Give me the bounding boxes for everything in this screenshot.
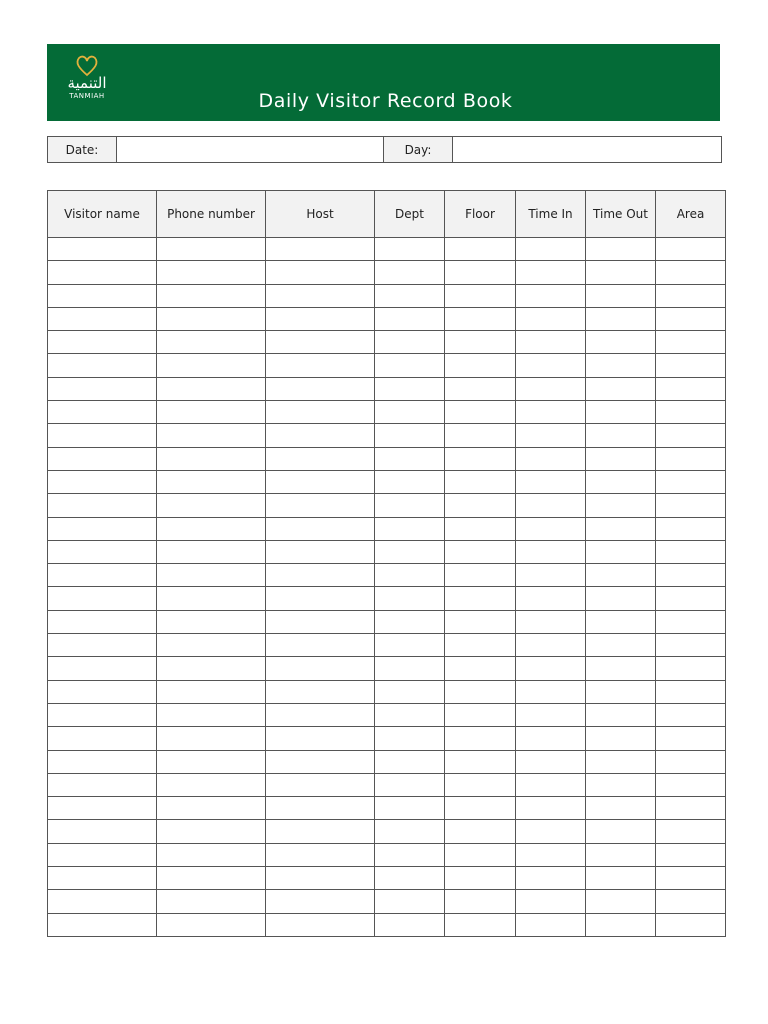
table-row bbox=[48, 447, 726, 470]
table-cell[interactable] bbox=[375, 634, 445, 657]
table-cell[interactable] bbox=[48, 657, 157, 680]
table-row bbox=[48, 610, 726, 633]
table-row bbox=[48, 401, 726, 424]
table-cell[interactable] bbox=[516, 843, 586, 866]
table-cell[interactable] bbox=[375, 307, 445, 330]
table-cell[interactable] bbox=[48, 820, 157, 843]
table-row bbox=[48, 867, 726, 890]
table-row bbox=[48, 843, 726, 866]
table-cell[interactable] bbox=[266, 843, 375, 866]
table-cell[interactable] bbox=[48, 913, 157, 936]
table-cell[interactable] bbox=[375, 284, 445, 307]
table-cell[interactable] bbox=[586, 307, 656, 330]
table-row bbox=[48, 727, 726, 750]
table-cell[interactable] bbox=[516, 284, 586, 307]
table-cell[interactable] bbox=[516, 587, 586, 610]
table-cell[interactable] bbox=[266, 564, 375, 587]
table-cell[interactable] bbox=[266, 331, 375, 354]
table-cell[interactable] bbox=[445, 284, 516, 307]
table-cell[interactable] bbox=[375, 238, 445, 261]
table-cell[interactable] bbox=[516, 797, 586, 820]
table-row bbox=[48, 517, 726, 540]
table-cell[interactable] bbox=[48, 284, 157, 307]
table-cell[interactable] bbox=[516, 331, 586, 354]
table-cell[interactable] bbox=[157, 331, 266, 354]
table-cell[interactable] bbox=[48, 261, 157, 284]
table-cell[interactable] bbox=[375, 843, 445, 866]
table-cell[interactable] bbox=[375, 424, 445, 447]
table-cell[interactable] bbox=[445, 773, 516, 796]
table-cell[interactable] bbox=[157, 261, 266, 284]
table-cell[interactable] bbox=[445, 470, 516, 493]
table-row bbox=[48, 354, 726, 377]
table-cell[interactable] bbox=[516, 680, 586, 703]
table-cell[interactable] bbox=[516, 610, 586, 633]
table-cell[interactable] bbox=[445, 680, 516, 703]
table-cell[interactable] bbox=[656, 238, 726, 261]
table-cell[interactable] bbox=[586, 750, 656, 773]
table-cell[interactable] bbox=[266, 447, 375, 470]
table-cell[interactable] bbox=[375, 773, 445, 796]
table-cell[interactable] bbox=[266, 657, 375, 680]
table-cell[interactable] bbox=[586, 727, 656, 750]
table-cell[interactable] bbox=[266, 610, 375, 633]
table-row bbox=[48, 424, 726, 447]
table-cell[interactable] bbox=[656, 634, 726, 657]
table-cell[interactable] bbox=[586, 913, 656, 936]
table-cell[interactable] bbox=[445, 820, 516, 843]
table-cell[interactable] bbox=[656, 564, 726, 587]
table-cell[interactable] bbox=[586, 587, 656, 610]
table-cell[interactable] bbox=[445, 447, 516, 470]
table-cell[interactable] bbox=[375, 564, 445, 587]
table-cell[interactable] bbox=[157, 703, 266, 726]
table-cell[interactable] bbox=[157, 680, 266, 703]
table-cell[interactable] bbox=[266, 773, 375, 796]
table-cell[interactable] bbox=[516, 377, 586, 400]
table-cell[interactable] bbox=[375, 587, 445, 610]
table-cell[interactable] bbox=[266, 401, 375, 424]
table-cell[interactable] bbox=[445, 517, 516, 540]
table-cell[interactable] bbox=[48, 634, 157, 657]
table-header-row bbox=[48, 191, 726, 238]
logo-text-arabic: التنمية bbox=[67, 74, 107, 92]
column-header-time-out: Time Out bbox=[586, 191, 656, 238]
table-row bbox=[48, 331, 726, 354]
visitor-log-table bbox=[47, 190, 726, 937]
table-cell[interactable] bbox=[586, 540, 656, 563]
table-cell[interactable] bbox=[157, 354, 266, 377]
table-row bbox=[48, 470, 726, 493]
table-cell[interactable] bbox=[375, 727, 445, 750]
table-cell[interactable] bbox=[516, 703, 586, 726]
table-cell[interactable] bbox=[48, 377, 157, 400]
column-header-time-in: Time In bbox=[516, 191, 586, 238]
table-cell[interactable] bbox=[656, 610, 726, 633]
day-label: Day: bbox=[384, 137, 453, 163]
logo-text-english: TANMIAH bbox=[69, 92, 105, 100]
table-cell[interactable] bbox=[656, 797, 726, 820]
table-cell[interactable] bbox=[445, 401, 516, 424]
table-cell[interactable] bbox=[445, 703, 516, 726]
table-cell[interactable] bbox=[656, 727, 726, 750]
table-cell[interactable] bbox=[48, 447, 157, 470]
table-cell[interactable] bbox=[656, 377, 726, 400]
table-cell[interactable] bbox=[375, 470, 445, 493]
table-cell[interactable] bbox=[375, 377, 445, 400]
table-cell[interactable] bbox=[516, 727, 586, 750]
table-cell[interactable] bbox=[516, 750, 586, 773]
table-cell[interactable] bbox=[516, 773, 586, 796]
table-cell[interactable] bbox=[656, 750, 726, 773]
table-cell[interactable] bbox=[516, 564, 586, 587]
table-cell[interactable] bbox=[266, 238, 375, 261]
table-cell[interactable] bbox=[157, 890, 266, 913]
table-body bbox=[48, 238, 726, 937]
table-cell[interactable] bbox=[48, 307, 157, 330]
table-cell[interactable] bbox=[266, 540, 375, 563]
table-cell[interactable] bbox=[586, 447, 656, 470]
date-label: Date: bbox=[48, 137, 117, 163]
table-cell[interactable] bbox=[445, 331, 516, 354]
table-cell[interactable] bbox=[266, 517, 375, 540]
table-cell[interactable] bbox=[266, 727, 375, 750]
table-cell[interactable] bbox=[375, 867, 445, 890]
table-cell[interactable] bbox=[656, 867, 726, 890]
table-cell[interactable] bbox=[157, 470, 266, 493]
table-cell[interactable] bbox=[157, 401, 266, 424]
table-row bbox=[48, 238, 726, 261]
table-cell[interactable] bbox=[157, 843, 266, 866]
table-cell[interactable] bbox=[656, 284, 726, 307]
table-row bbox=[48, 703, 726, 726]
table-row bbox=[48, 261, 726, 284]
table-cell[interactable] bbox=[445, 424, 516, 447]
table-cell[interactable] bbox=[656, 680, 726, 703]
table-cell[interactable] bbox=[586, 284, 656, 307]
table-cell[interactable] bbox=[516, 913, 586, 936]
table-row bbox=[48, 680, 726, 703]
table-cell[interactable] bbox=[48, 540, 157, 563]
table-cell[interactable] bbox=[586, 401, 656, 424]
table-cell[interactable] bbox=[157, 867, 266, 890]
column-header-area: Area bbox=[656, 191, 726, 238]
table-cell[interactable] bbox=[445, 727, 516, 750]
table-cell[interactable] bbox=[266, 354, 375, 377]
table-row bbox=[48, 564, 726, 587]
table-cell[interactable] bbox=[266, 890, 375, 913]
table-cell[interactable] bbox=[586, 377, 656, 400]
table-row bbox=[48, 494, 726, 517]
table-cell[interactable] bbox=[656, 890, 726, 913]
column-header-phone-number: Phone number bbox=[157, 191, 266, 238]
table-cell[interactable] bbox=[157, 564, 266, 587]
table-cell[interactable] bbox=[516, 447, 586, 470]
table-cell[interactable] bbox=[375, 890, 445, 913]
table-cell[interactable] bbox=[586, 657, 656, 680]
table-cell[interactable] bbox=[516, 634, 586, 657]
table-cell[interactable] bbox=[266, 377, 375, 400]
table-cell[interactable] bbox=[586, 517, 656, 540]
header-banner bbox=[47, 44, 720, 121]
table-cell[interactable] bbox=[445, 377, 516, 400]
table-cell[interactable] bbox=[48, 843, 157, 866]
table-cell[interactable] bbox=[445, 890, 516, 913]
table-cell[interactable] bbox=[48, 867, 157, 890]
table-cell[interactable] bbox=[266, 797, 375, 820]
table-cell[interactable] bbox=[266, 820, 375, 843]
table-cell[interactable] bbox=[375, 820, 445, 843]
table-cell[interactable] bbox=[157, 773, 266, 796]
table-cell[interactable] bbox=[656, 401, 726, 424]
table-cell[interactable] bbox=[516, 470, 586, 493]
table-cell[interactable] bbox=[266, 284, 375, 307]
table-cell[interactable] bbox=[48, 610, 157, 633]
table-cell[interactable] bbox=[48, 750, 157, 773]
table-cell[interactable] bbox=[656, 470, 726, 493]
table-cell[interactable] bbox=[586, 610, 656, 633]
table-cell[interactable] bbox=[48, 564, 157, 587]
table-cell[interactable] bbox=[445, 913, 516, 936]
table-cell[interactable] bbox=[656, 820, 726, 843]
table-cell[interactable] bbox=[586, 238, 656, 261]
table-cell[interactable] bbox=[516, 238, 586, 261]
table-cell[interactable] bbox=[445, 843, 516, 866]
table-cell[interactable] bbox=[157, 540, 266, 563]
table-cell[interactable] bbox=[48, 494, 157, 517]
table-cell[interactable] bbox=[157, 587, 266, 610]
table-cell[interactable] bbox=[266, 494, 375, 517]
table-cell[interactable] bbox=[375, 610, 445, 633]
table-cell[interactable] bbox=[157, 797, 266, 820]
table-cell[interactable] bbox=[375, 750, 445, 773]
table-cell[interactable] bbox=[266, 470, 375, 493]
table-cell[interactable] bbox=[266, 261, 375, 284]
table-cell[interactable] bbox=[157, 447, 266, 470]
table-cell[interactable] bbox=[445, 867, 516, 890]
table-cell[interactable] bbox=[445, 797, 516, 820]
table-cell[interactable] bbox=[48, 354, 157, 377]
column-header-host: Host bbox=[266, 191, 375, 238]
table-cell[interactable] bbox=[586, 354, 656, 377]
table-cell[interactable] bbox=[48, 773, 157, 796]
table-cell[interactable] bbox=[375, 401, 445, 424]
table-cell[interactable] bbox=[157, 610, 266, 633]
table-cell[interactable] bbox=[445, 587, 516, 610]
column-header-visitor-name: Visitor name bbox=[48, 191, 157, 238]
table-cell[interactable] bbox=[157, 284, 266, 307]
table-cell[interactable] bbox=[586, 867, 656, 890]
table-row bbox=[48, 913, 726, 936]
table-row bbox=[48, 773, 726, 796]
table-cell[interactable] bbox=[266, 913, 375, 936]
table-cell[interactable] bbox=[157, 727, 266, 750]
table-cell[interactable] bbox=[516, 307, 586, 330]
table-cell[interactable] bbox=[48, 727, 157, 750]
table-cell[interactable] bbox=[516, 494, 586, 517]
table-cell[interactable] bbox=[445, 540, 516, 563]
table-cell[interactable] bbox=[445, 657, 516, 680]
table-row bbox=[48, 634, 726, 657]
table-row bbox=[48, 750, 726, 773]
table-cell[interactable] bbox=[48, 331, 157, 354]
table-cell[interactable] bbox=[157, 517, 266, 540]
table-cell[interactable] bbox=[375, 261, 445, 284]
table-cell[interactable] bbox=[586, 424, 656, 447]
table-cell[interactable] bbox=[516, 820, 586, 843]
table-cell[interactable] bbox=[656, 307, 726, 330]
table-cell[interactable] bbox=[157, 657, 266, 680]
table-cell[interactable] bbox=[656, 494, 726, 517]
table-cell[interactable] bbox=[586, 773, 656, 796]
table-cell[interactable] bbox=[375, 680, 445, 703]
table-cell[interactable] bbox=[266, 424, 375, 447]
table-cell[interactable] bbox=[157, 913, 266, 936]
table-cell[interactable] bbox=[48, 517, 157, 540]
table-cell[interactable] bbox=[375, 797, 445, 820]
table-cell[interactable] bbox=[445, 354, 516, 377]
table-cell[interactable] bbox=[586, 331, 656, 354]
table-cell[interactable] bbox=[375, 494, 445, 517]
table-cell[interactable] bbox=[586, 890, 656, 913]
table-cell[interactable] bbox=[586, 843, 656, 866]
table-cell[interactable] bbox=[656, 424, 726, 447]
table-cell[interactable] bbox=[48, 401, 157, 424]
table-cell[interactable] bbox=[586, 680, 656, 703]
table-cell[interactable] bbox=[266, 703, 375, 726]
table-row bbox=[48, 587, 726, 610]
table-cell[interactable] bbox=[516, 354, 586, 377]
table-row bbox=[48, 307, 726, 330]
table-cell[interactable] bbox=[375, 517, 445, 540]
table-cell[interactable] bbox=[266, 680, 375, 703]
table-cell[interactable] bbox=[445, 564, 516, 587]
table-cell[interactable] bbox=[445, 750, 516, 773]
table-cell[interactable] bbox=[375, 657, 445, 680]
table-cell[interactable] bbox=[157, 494, 266, 517]
column-header-dept: Dept bbox=[375, 191, 445, 238]
table-cell[interactable] bbox=[48, 703, 157, 726]
table-cell[interactable] bbox=[516, 261, 586, 284]
table-cell[interactable] bbox=[266, 587, 375, 610]
table-row bbox=[48, 284, 726, 307]
table-row bbox=[48, 797, 726, 820]
table-cell[interactable] bbox=[516, 657, 586, 680]
table-row bbox=[48, 820, 726, 843]
table-cell[interactable] bbox=[157, 424, 266, 447]
table-cell[interactable] bbox=[445, 238, 516, 261]
table-cell[interactable] bbox=[375, 354, 445, 377]
table-cell[interactable] bbox=[48, 424, 157, 447]
table-cell[interactable] bbox=[48, 238, 157, 261]
table-cell[interactable] bbox=[157, 820, 266, 843]
table-cell[interactable] bbox=[445, 307, 516, 330]
table-cell[interactable] bbox=[656, 657, 726, 680]
table-row bbox=[48, 377, 726, 400]
table-cell[interactable] bbox=[586, 261, 656, 284]
table-cell[interactable] bbox=[48, 587, 157, 610]
column-header-floor: Floor bbox=[445, 191, 516, 238]
table-cell[interactable] bbox=[375, 913, 445, 936]
table-cell[interactable] bbox=[445, 634, 516, 657]
page-title: Daily Visitor Record Book bbox=[258, 90, 513, 112]
table-cell[interactable] bbox=[48, 470, 157, 493]
table-cell[interactable] bbox=[656, 540, 726, 563]
table-cell[interactable] bbox=[656, 261, 726, 284]
table-cell[interactable] bbox=[586, 797, 656, 820]
day-field[interactable] bbox=[453, 137, 722, 163]
table-cell[interactable] bbox=[586, 820, 656, 843]
table-cell[interactable] bbox=[656, 354, 726, 377]
table-cell[interactable] bbox=[656, 843, 726, 866]
table-cell[interactable] bbox=[586, 470, 656, 493]
table-cell[interactable] bbox=[266, 634, 375, 657]
table-cell[interactable] bbox=[516, 424, 586, 447]
date-day-bar bbox=[47, 136, 722, 163]
table-cell[interactable] bbox=[375, 703, 445, 726]
table-cell[interactable] bbox=[375, 331, 445, 354]
table-cell[interactable] bbox=[375, 540, 445, 563]
table-cell[interactable] bbox=[516, 517, 586, 540]
table-cell[interactable] bbox=[48, 890, 157, 913]
table-cell[interactable] bbox=[656, 331, 726, 354]
table-cell[interactable] bbox=[656, 517, 726, 540]
table-cell[interactable] bbox=[266, 867, 375, 890]
table-row bbox=[48, 890, 726, 913]
table-cell[interactable] bbox=[656, 447, 726, 470]
table-cell[interactable] bbox=[157, 377, 266, 400]
table-cell[interactable] bbox=[445, 610, 516, 633]
date-field[interactable] bbox=[117, 137, 384, 163]
table-cell[interactable] bbox=[445, 494, 516, 517]
table-cell[interactable] bbox=[656, 773, 726, 796]
table-cell[interactable] bbox=[48, 680, 157, 703]
table-cell[interactable] bbox=[656, 587, 726, 610]
table-cell[interactable] bbox=[266, 750, 375, 773]
table-cell[interactable] bbox=[516, 867, 586, 890]
table-cell[interactable] bbox=[445, 261, 516, 284]
table-cell[interactable] bbox=[656, 703, 726, 726]
table-cell[interactable] bbox=[48, 797, 157, 820]
table-cell[interactable] bbox=[586, 494, 656, 517]
table-cell[interactable] bbox=[157, 634, 266, 657]
table-row bbox=[48, 540, 726, 563]
table-cell[interactable] bbox=[516, 890, 586, 913]
table-cell[interactable] bbox=[516, 401, 586, 424]
table-cell[interactable] bbox=[375, 447, 445, 470]
table-cell[interactable] bbox=[586, 564, 656, 587]
table-cell[interactable] bbox=[516, 540, 586, 563]
table-cell[interactable] bbox=[157, 238, 266, 261]
table-cell[interactable] bbox=[586, 703, 656, 726]
table-cell[interactable] bbox=[157, 750, 266, 773]
table-cell[interactable] bbox=[157, 307, 266, 330]
table-cell[interactable] bbox=[586, 634, 656, 657]
table-row bbox=[48, 657, 726, 680]
table-cell[interactable] bbox=[266, 307, 375, 330]
table-cell[interactable] bbox=[656, 913, 726, 936]
